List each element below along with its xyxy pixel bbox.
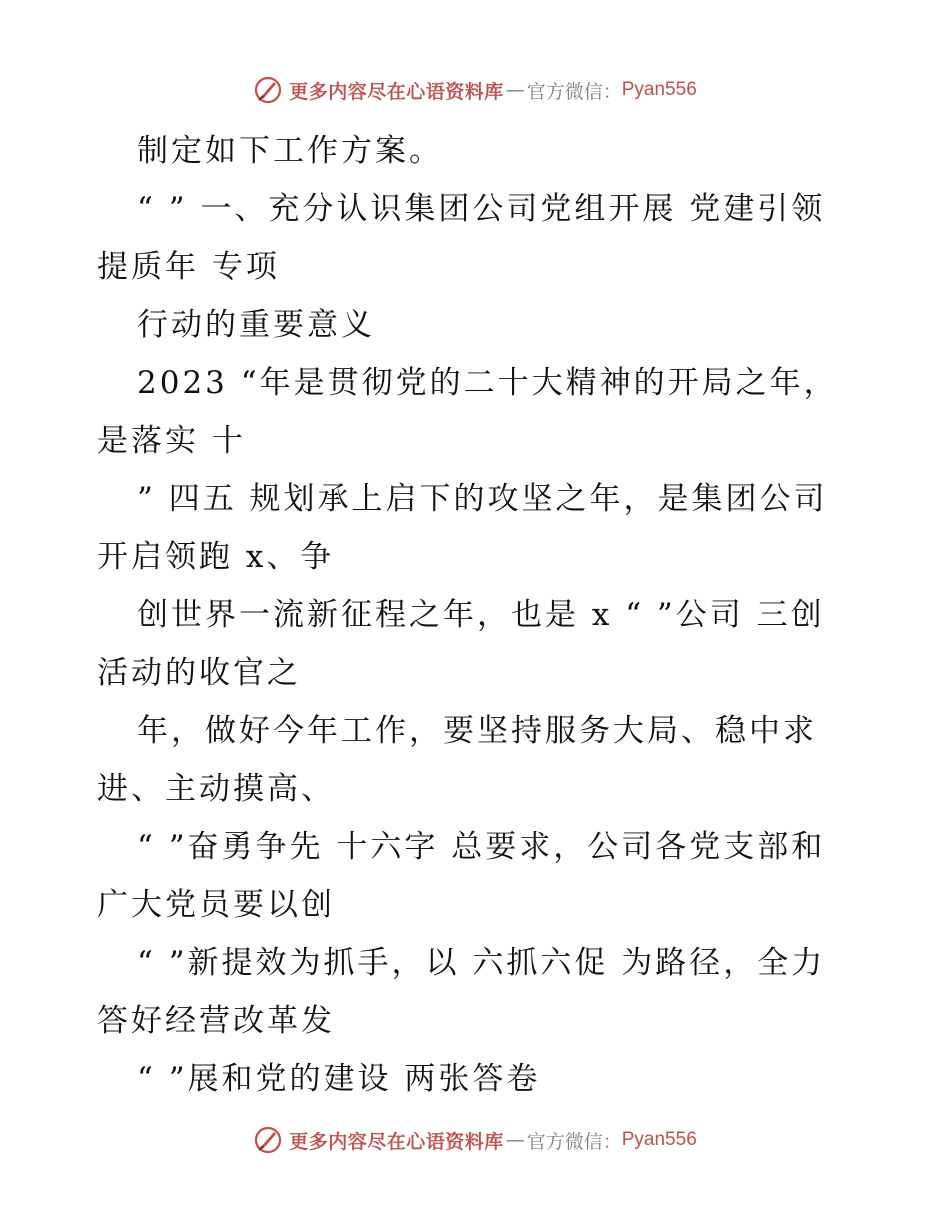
footer-banner	[0, 1120, 950, 1160]
banner-brand: 更多内容尽在心语资料库	[289, 1130, 504, 1153]
paragraph: ” 四五 规划承上启下的攻坚之年，是集团公司开启领跑 x、争	[97, 481, 828, 575]
paragraph: “ ” 一、充分认识集团公司党组开展 党建引领提质年 专项	[97, 191, 826, 285]
paragraph: 行动的重要意义	[137, 307, 375, 343]
banner-account: Pyan556	[621, 1129, 697, 1150]
paragraph: “ ”新提效为抓手，以 六抓六促 为路径，全力答好经营改革发	[97, 945, 826, 1039]
paragraph: “ ”展和党的建设 两张答卷	[137, 1061, 541, 1097]
banner-wechat-label: 官方微信：	[526, 1130, 622, 1153]
paragraph: 年，做好今年工作，要坚持服务大局、稳中求进、主动摸高、	[97, 713, 817, 807]
header-banner	[0, 70, 950, 110]
document-body	[97, 122, 857, 1108]
paragraph: 制定如下工作方案。	[137, 133, 443, 169]
paragraph: 创世界一流新征程之年，也是 x “ ”公司 三创 活动的收官之	[97, 597, 825, 691]
quill-pen-logo-icon	[253, 1125, 283, 1155]
banner-brand: 更多内容尽在心语资料库	[289, 80, 504, 103]
banner-account: Pyan556	[621, 79, 697, 100]
paragraph: 2023 “年是贯彻党的二十大精神的开局之年，是落实 十	[97, 365, 838, 459]
banner-separator: —	[505, 79, 525, 101]
quill-pen-logo-icon	[253, 75, 283, 105]
banner-wechat-label: 官方微信：	[526, 80, 622, 103]
paragraph: “ ”奋勇争先 十六字 总要求，公司各党支部和广大党员要以创	[97, 829, 826, 923]
banner-separator: —	[505, 1129, 525, 1151]
